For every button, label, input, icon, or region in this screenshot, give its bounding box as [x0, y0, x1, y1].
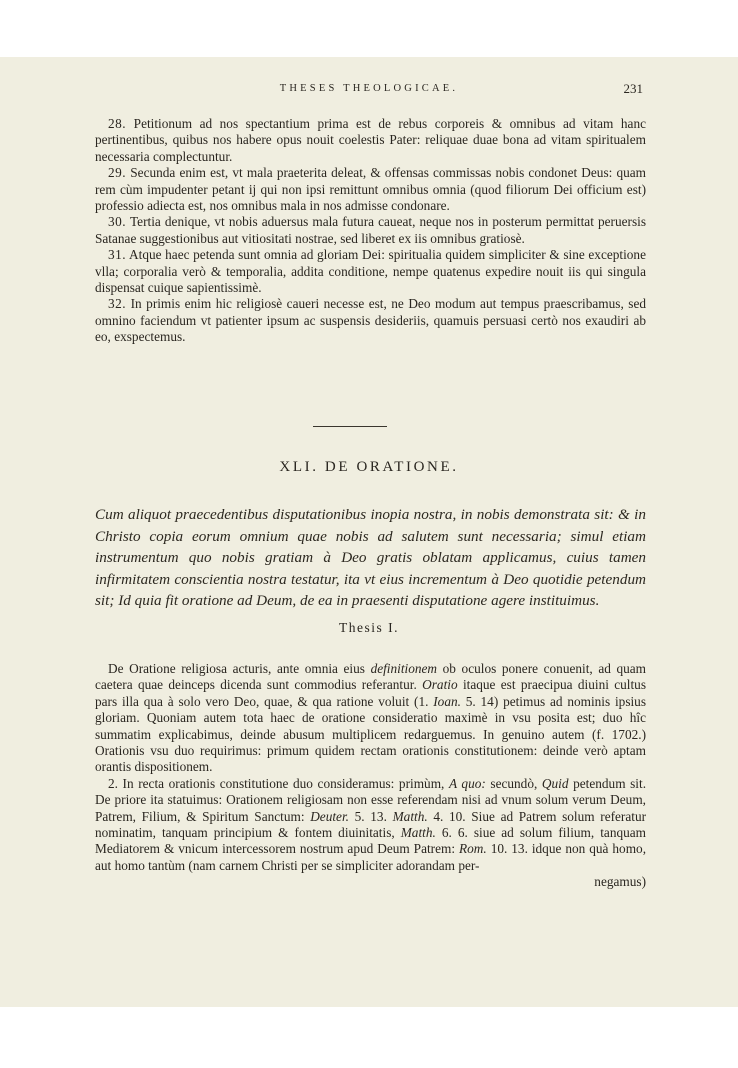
italic-term: A quo: [448, 775, 486, 791]
text-run: 5. 14) petimus ad nominis ipsius gloriam. Quoniam autem tota haec de oratione consideratio maximè in vsu posita est; duo hîc summatim explicabimus, deinde abusum multiplicem redarguemus. In genuino autem (f. 1702.) Orationis vsu duo requirimus: primum quidem rectam orationis constitutionem: deinde verò aptam orantis dispositionem. [95, 693, 647, 775]
thesis-1-body [95, 661, 646, 891]
thesis-1-paragraph-1 [95, 661, 646, 776]
scripture-ref: Matth. [400, 825, 436, 841]
text-run: 2. In recta orationis constitutione duo consideramus: primùm, [108, 775, 445, 791]
scripture-ref: Ioan. [433, 693, 461, 709]
italic-term: Oratio [422, 677, 458, 693]
thesis-number: 28. [108, 116, 127, 131]
thesis-number: 29. [108, 165, 127, 181]
thesis-32 [95, 296, 646, 345]
italic-term: definitionem [370, 661, 438, 676]
text-run: secundò, [490, 775, 538, 791]
catchword-line: negamus) [594, 874, 646, 890]
text-run: ob oculos ponere conuenit, ad quam caetera quae deinceps dicenda sunt commodius referantur. [95, 661, 647, 693]
running-header [0, 83, 738, 103]
text-run: 6. 6. siue ad solum filium, tanquam Mediatorem & vnicum intercessorem nostrum apud Deum Patrem: [95, 825, 647, 857]
text-run: 10. 13. idque non quà homo, aut homo tantùm (nam carnem Christi per se simpliciter adorandam per- [95, 841, 647, 873]
thesis-30 [95, 214, 646, 247]
thesis-number: 31. [108, 247, 127, 263]
italic-term: Quid [541, 775, 569, 791]
thesis-text: Atque haec petenda sunt omnia ad gloriam Dei: spiritualia quidem simpliciter & sine exceptione vlla; corporalia verò & temporalia, addita conditione, nempe quatenus expedire nouit iis qui singula dispensat cuique sapientissimè. [95, 247, 646, 296]
page-number: 231 [623, 81, 643, 96]
thesis-text: Tertia denique, vt nobis aduersus mala futura caueat, neque nos in posterum permittat peruersis Satanae suggestionibus aut vitiositati nostrae, sed liberet ex iis omnibus gratiosè. [95, 214, 646, 246]
thesis-number: 30. [108, 214, 127, 230]
text-run: 4. 10. Siue ad Patrem solum referatur nominatim, tanquam principium & fontem diuinitatis, [95, 808, 647, 841]
section-divider [313, 426, 387, 427]
thesis-28 [95, 116, 646, 165]
thesis-heading: Thesis I. [339, 620, 399, 635]
theses-list [95, 116, 646, 346]
thesis-1-paragraph-2 [95, 776, 646, 874]
text-run: 5. 13. [354, 808, 387, 824]
scripture-ref: Rom. [459, 841, 487, 857]
section-title: XLI. DE ORATIONE. [279, 459, 459, 475]
thesis-31 [95, 247, 646, 296]
thesis-text: Secunda enim est, vt mala praeterita deleat, & offensas commissas nobis condonet Deus: quam rem cùm impudenter petant ij qui non ipsi remittunt omnibus omnia (quod filiorum Dei officium est) professio adiecta est, nos omnibus mala in nos admisse condonare. [95, 165, 646, 214]
scripture-ref: Deuter. [310, 808, 349, 824]
section-intro: Cum aliquot praecedentibus disputationibus inopia nostra, in nobis demonstrata sit: & in Christo copia eorum omnium quae nobis ad salutem sunt necessaria; simul etiam instrumentum quo nobis gratiam à Deo gratis oblatam applicamus, cuius tamen infirmitatem conscientia nostra testatur, ita vt eius incrementum à Deo quotidie petendum sit; Id quia fit oratione ad Deum, de ea in praesenti disputatione agere instituimus. [95, 506, 646, 609]
thesis-number: 32. [108, 296, 127, 312]
text-run: petendum sit. De priore ita statuimus: Orationem religiosam non esse referendam nisi ad vnum solum verum Deum, Patrem, Filium, & Spiritum Sanctum: [95, 775, 647, 824]
running-title: THESES THEOLOGICAE. [279, 83, 459, 94]
thesis-text: Petitionum ad nos spectantium prima est de rebus corporeis & omnibus ad vitam hanc pertinentibus, quibus nos habere opus nouit coelestis Pater: reliquae duae bona ad vitam spiritualem necessaria complectuntur. [95, 116, 646, 164]
scripture-ref: Matth. [392, 808, 428, 824]
text-run: De Oratione religiosa acturis, ante omnia eius [108, 661, 365, 676]
thesis-text: In primis enim hic religiosè caueri necesse est, ne Deo modum aut tempus praescribamus, sed omnino faciendum vt patienter ipsum ac suspensis desideriis, quamuis persuasi certò nos exaudiri ab eo, exspectemus. [95, 296, 646, 345]
thesis-29 [95, 165, 646, 214]
text-run: itaque est praecipua diuini cultus pars illa qua à solo vero Deo, quae, & qua ratione voluit (1. [95, 677, 647, 709]
